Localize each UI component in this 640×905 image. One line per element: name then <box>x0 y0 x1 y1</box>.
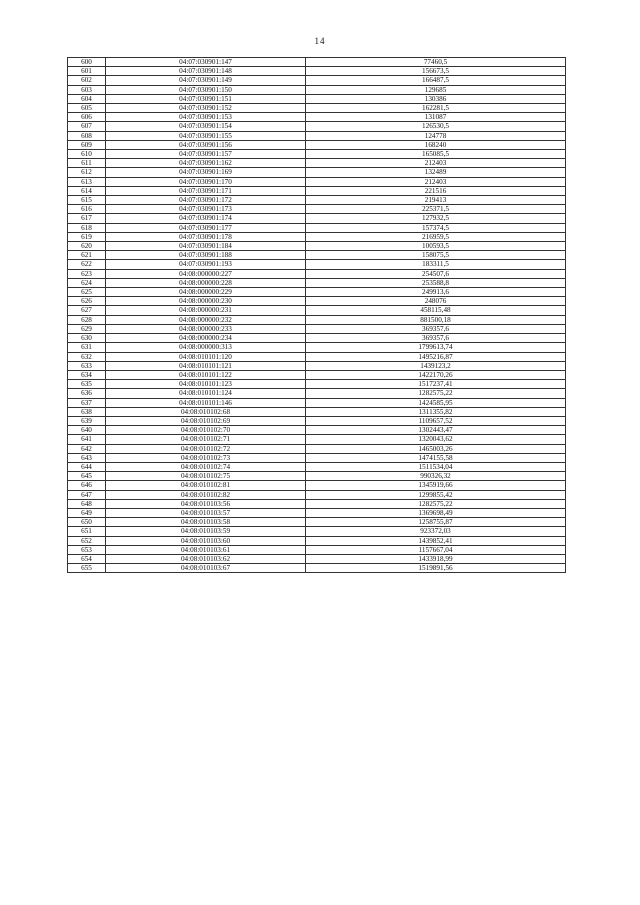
value-cell: 1439852,41 <box>306 536 566 545</box>
row-number-cell: 622 <box>68 260 106 269</box>
table-row <box>68 288 566 297</box>
table-row <box>68 416 566 425</box>
value-cell: 1299855,42 <box>306 490 566 499</box>
table-row <box>68 85 566 94</box>
value-cell: 1495216,87 <box>306 352 566 361</box>
value-cell: 1302443,47 <box>306 426 566 435</box>
row-number-cell: 627 <box>68 306 106 315</box>
value-cell: 1422170,26 <box>306 370 566 379</box>
cadastral-number-cell: 04:08:010103:60 <box>106 536 306 545</box>
table-row <box>68 150 566 159</box>
value-cell: 1282575,22 <box>306 389 566 398</box>
cadastral-number-cell: 04:08:010102:69 <box>106 416 306 425</box>
table-row <box>68 453 566 462</box>
value-cell: 100593,5 <box>306 242 566 251</box>
value-cell: 212403 <box>306 177 566 186</box>
table-row <box>68 518 566 527</box>
table-row <box>68 177 566 186</box>
row-number-cell: 617 <box>68 214 106 223</box>
row-number-cell: 634 <box>68 370 106 379</box>
cadastral-value-table <box>67 57 566 573</box>
cadastral-number-cell: 04:08:010102:70 <box>106 426 306 435</box>
row-number-cell: 649 <box>68 508 106 517</box>
value-cell: 221516 <box>306 186 566 195</box>
cadastral-number-cell: 04:08:010103:59 <box>106 527 306 536</box>
value-cell: 1424585,95 <box>306 398 566 407</box>
cadastral-number-cell: 04:07:030901:178 <box>106 232 306 241</box>
cadastral-number-cell: 04:08:010103:58 <box>106 518 306 527</box>
cadastral-number-cell: 04:08:010103:61 <box>106 545 306 554</box>
value-cell: 156673,5 <box>306 67 566 76</box>
row-number-cell: 632 <box>68 352 106 361</box>
value-cell: 166487,5 <box>306 76 566 85</box>
table-row <box>68 76 566 85</box>
value-cell: 1511534,04 <box>306 462 566 471</box>
value-cell: 77460,5 <box>306 58 566 67</box>
cadastral-number-cell: 04:07:030901:169 <box>106 168 306 177</box>
row-number-cell: 628 <box>68 315 106 324</box>
value-cell: 249913,6 <box>306 288 566 297</box>
value-cell: 129685 <box>306 85 566 94</box>
row-number-cell: 615 <box>68 196 106 205</box>
table-row <box>68 564 566 573</box>
table-row <box>68 545 566 554</box>
row-number-cell: 601 <box>68 67 106 76</box>
cadastral-number-cell: 04:08:010101:121 <box>106 361 306 370</box>
value-cell: 1517237,41 <box>306 380 566 389</box>
value-cell: 1433918,99 <box>306 554 566 563</box>
value-cell: 1465003,26 <box>306 444 566 453</box>
value-cell: 158075,5 <box>306 251 566 260</box>
cadastral-number-cell: 04:08:010101:122 <box>106 370 306 379</box>
value-cell: 212403 <box>306 159 566 168</box>
value-cell: 183311,5 <box>306 260 566 269</box>
value-cell: 1311355,82 <box>306 407 566 416</box>
table-row <box>68 131 566 140</box>
value-cell: 131087 <box>306 113 566 122</box>
value-cell: 248076 <box>306 297 566 306</box>
value-cell: 1258755,87 <box>306 518 566 527</box>
value-cell: 923372,03 <box>306 527 566 536</box>
value-cell: 219413 <box>306 196 566 205</box>
cadastral-number-cell: 04:07:030901:153 <box>106 113 306 122</box>
row-number-cell: 609 <box>68 140 106 149</box>
row-number-cell: 610 <box>68 150 106 159</box>
value-cell: 168240 <box>306 140 566 149</box>
table-row <box>68 554 566 563</box>
cadastral-number-cell: 04:07:030901:148 <box>106 67 306 76</box>
cadastral-number-cell: 04:08:000000:229 <box>106 288 306 297</box>
row-number-cell: 621 <box>68 251 106 260</box>
value-cell: 1474155,58 <box>306 453 566 462</box>
row-number-cell: 655 <box>68 564 106 573</box>
row-number-cell: 618 <box>68 223 106 232</box>
row-number-cell: 600 <box>68 58 106 67</box>
table-row <box>68 380 566 389</box>
table-row <box>68 334 566 343</box>
row-number-cell: 653 <box>68 545 106 554</box>
cadastral-number-cell: 04:08:010102:81 <box>106 481 306 490</box>
table-row <box>68 389 566 398</box>
row-number-cell: 626 <box>68 297 106 306</box>
value-cell: 254507,6 <box>306 269 566 278</box>
value-cell: 165085,5 <box>306 150 566 159</box>
row-number-cell: 639 <box>68 416 106 425</box>
value-cell: 1345919,66 <box>306 481 566 490</box>
table-row <box>68 490 566 499</box>
cadastral-number-cell: 04:08:010102:73 <box>106 453 306 462</box>
table-row <box>68 251 566 260</box>
cadastral-number-cell: 04:07:030901:157 <box>106 150 306 159</box>
table-row <box>68 269 566 278</box>
value-cell: 127932,5 <box>306 214 566 223</box>
table-body <box>68 58 566 573</box>
row-number-cell: 623 <box>68 269 106 278</box>
row-number-cell: 603 <box>68 85 106 94</box>
table-row <box>68 370 566 379</box>
row-number-cell: 642 <box>68 444 106 453</box>
row-number-cell: 645 <box>68 472 106 481</box>
value-cell: 990326,32 <box>306 472 566 481</box>
row-number-cell: 612 <box>68 168 106 177</box>
row-number-cell: 648 <box>68 499 106 508</box>
table-row <box>68 159 566 168</box>
row-number-cell: 604 <box>68 94 106 103</box>
row-number-cell: 605 <box>68 104 106 113</box>
cadastral-number-cell: 04:08:010101:146 <box>106 398 306 407</box>
row-number-cell: 636 <box>68 389 106 398</box>
value-cell: 1109657,52 <box>306 416 566 425</box>
table-row <box>68 232 566 241</box>
cadastral-number-cell: 04:08:010102:74 <box>106 462 306 471</box>
row-number-cell: 630 <box>68 334 106 343</box>
cadastral-number-cell: 04:08:010103:56 <box>106 499 306 508</box>
row-number-cell: 602 <box>68 76 106 85</box>
cadastral-number-cell: 04:07:030901:155 <box>106 131 306 140</box>
row-number-cell: 608 <box>68 131 106 140</box>
row-number-cell: 650 <box>68 518 106 527</box>
cadastral-number-cell: 04:07:030901:152 <box>106 104 306 113</box>
table-row <box>68 499 566 508</box>
cadastral-number-cell: 04:07:030901:156 <box>106 140 306 149</box>
cadastral-number-cell: 04:07:030901:171 <box>106 186 306 195</box>
table-row <box>68 58 566 67</box>
table-row <box>68 407 566 416</box>
row-number-cell: 644 <box>68 462 106 471</box>
row-number-cell: 638 <box>68 407 106 416</box>
table-row <box>68 324 566 333</box>
cadastral-number-cell: 04:08:010101:124 <box>106 389 306 398</box>
cadastral-number-cell: 04:08:000000:227 <box>106 269 306 278</box>
table-row <box>68 140 566 149</box>
row-number-cell: 624 <box>68 278 106 287</box>
table-row <box>68 260 566 269</box>
cadastral-number-cell: 04:07:030901:154 <box>106 122 306 131</box>
cadastral-number-cell: 04:07:030901:170 <box>106 177 306 186</box>
page-number: 14 <box>314 36 326 46</box>
value-cell: 124778 <box>306 131 566 140</box>
cadastral-number-cell: 04:08:000000:232 <box>106 315 306 324</box>
cadastral-number-cell: 04:08:010102:75 <box>106 472 306 481</box>
value-cell: 1157667,04 <box>306 545 566 554</box>
table-row <box>68 205 566 214</box>
cadastral-number-cell: 04:08:010102:71 <box>106 435 306 444</box>
cadastral-number-cell: 04:08:010102:72 <box>106 444 306 453</box>
value-cell: 1439123,2 <box>306 361 566 370</box>
row-number-cell: 625 <box>68 288 106 297</box>
table-row <box>68 315 566 324</box>
cadastral-number-cell: 04:07:030901:151 <box>106 94 306 103</box>
row-number-cell: 643 <box>68 453 106 462</box>
cadastral-number-cell: 04:08:000000:313 <box>106 343 306 352</box>
cadastral-number-cell: 04:08:000000:228 <box>106 278 306 287</box>
row-number-cell: 635 <box>68 380 106 389</box>
table-row <box>68 297 566 306</box>
row-number-cell: 614 <box>68 186 106 195</box>
cadastral-number-cell: 04:08:000000:231 <box>106 306 306 315</box>
value-cell: 253588,8 <box>306 278 566 287</box>
value-cell: 369357,6 <box>306 334 566 343</box>
row-number-cell: 640 <box>68 426 106 435</box>
cadastral-number-cell: 04:08:010101:123 <box>106 380 306 389</box>
row-number-cell: 629 <box>68 324 106 333</box>
value-cell: 881500,18 <box>306 315 566 324</box>
table-row <box>68 278 566 287</box>
value-cell: 369357,6 <box>306 324 566 333</box>
value-cell: 458115,48 <box>306 306 566 315</box>
cadastral-number-cell: 04:07:030901:193 <box>106 260 306 269</box>
row-number-cell: 652 <box>68 536 106 545</box>
table-row <box>68 223 566 232</box>
row-number-cell: 641 <box>68 435 106 444</box>
cadastral-number-cell: 04:07:030901:147 <box>106 58 306 67</box>
value-cell: 132489 <box>306 168 566 177</box>
table-row <box>68 444 566 453</box>
table-row <box>68 435 566 444</box>
cadastral-number-cell: 04:07:030901:162 <box>106 159 306 168</box>
cadastral-number-cell: 04:07:030901:150 <box>106 85 306 94</box>
cadastral-number-cell: 04:08:000000:234 <box>106 334 306 343</box>
row-number-cell: 620 <box>68 242 106 251</box>
table-row <box>68 343 566 352</box>
value-cell: 162281,5 <box>306 104 566 113</box>
table-row <box>68 462 566 471</box>
table-row <box>68 67 566 76</box>
row-number-cell: 647 <box>68 490 106 499</box>
value-cell: 1320043,62 <box>306 435 566 444</box>
row-number-cell: 613 <box>68 177 106 186</box>
cadastral-number-cell: 04:07:030901:173 <box>106 205 306 214</box>
row-number-cell: 654 <box>68 554 106 563</box>
table-row <box>68 214 566 223</box>
cadastral-number-cell: 04:07:030901:188 <box>106 251 306 260</box>
cadastral-number-cell: 04:08:010103:67 <box>106 564 306 573</box>
table-row <box>68 527 566 536</box>
cadastral-number-cell: 04:07:030901:177 <box>106 223 306 232</box>
table-row <box>68 113 566 122</box>
table-row <box>68 94 566 103</box>
cadastral-number-cell: 04:08:010103:62 <box>106 554 306 563</box>
value-cell: 130386 <box>306 94 566 103</box>
row-number-cell: 651 <box>68 527 106 536</box>
cadastral-number-cell: 04:08:010101:120 <box>106 352 306 361</box>
table-row <box>68 306 566 315</box>
row-number-cell: 631 <box>68 343 106 352</box>
cadastral-number-cell: 04:07:030901:174 <box>106 214 306 223</box>
cadastral-number-cell: 04:08:010102:68 <box>106 407 306 416</box>
value-cell: 126530,5 <box>306 122 566 131</box>
cadastral-number-cell: 04:08:010102:82 <box>106 490 306 499</box>
row-number-cell: 637 <box>68 398 106 407</box>
value-cell: 1369698,49 <box>306 508 566 517</box>
table-row <box>68 481 566 490</box>
row-number-cell: 607 <box>68 122 106 131</box>
table-row <box>68 472 566 481</box>
table-row <box>68 196 566 205</box>
cadastral-number-cell: 04:07:030901:184 <box>106 242 306 251</box>
value-cell: 157374,5 <box>306 223 566 232</box>
row-number-cell: 611 <box>68 159 106 168</box>
table-row <box>68 426 566 435</box>
table-row <box>68 361 566 370</box>
table-row <box>68 398 566 407</box>
table-row <box>68 536 566 545</box>
table-row <box>68 352 566 361</box>
row-number-cell: 633 <box>68 361 106 370</box>
table-row <box>68 508 566 517</box>
table-row <box>68 168 566 177</box>
table-row <box>68 242 566 251</box>
row-number-cell: 646 <box>68 481 106 490</box>
value-cell: 1519891,56 <box>306 564 566 573</box>
value-cell: 1282575,22 <box>306 499 566 508</box>
row-number-cell: 606 <box>68 113 106 122</box>
cadastral-number-cell: 04:08:010103:57 <box>106 508 306 517</box>
row-number-cell: 619 <box>68 232 106 241</box>
value-cell: 216959,5 <box>306 232 566 241</box>
value-cell: 225371,5 <box>306 205 566 214</box>
cadastral-number-cell: 04:07:030901:149 <box>106 76 306 85</box>
value-cell: 1799613,74 <box>306 343 566 352</box>
cadastral-number-cell: 04:08:000000:233 <box>106 324 306 333</box>
cadastral-number-cell: 04:08:000000:230 <box>106 297 306 306</box>
row-number-cell: 616 <box>68 205 106 214</box>
table-row <box>68 104 566 113</box>
table-row <box>68 186 566 195</box>
cadastral-number-cell: 04:07:030901:172 <box>106 196 306 205</box>
table-row <box>68 122 566 131</box>
